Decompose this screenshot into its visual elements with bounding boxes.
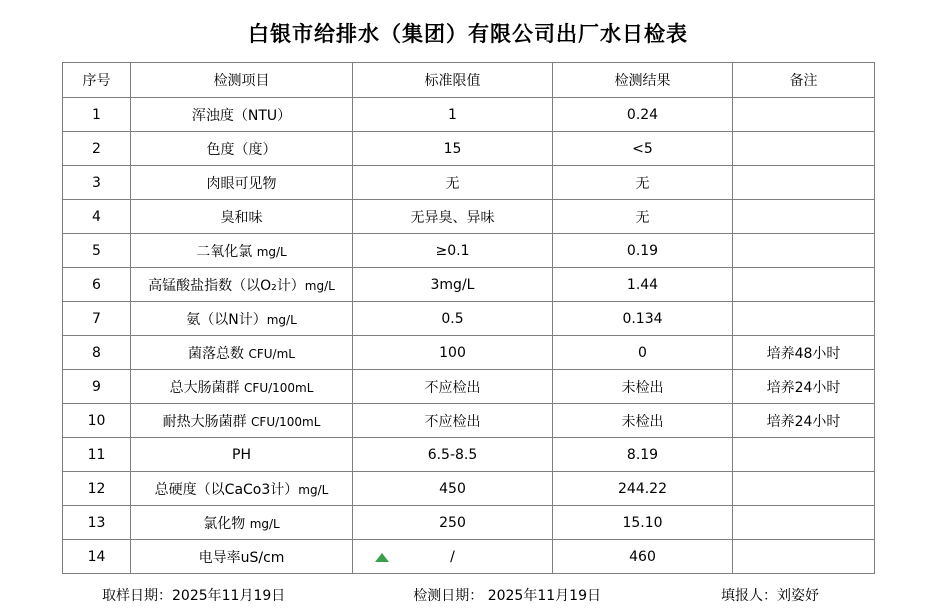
cell-result: 8.19 bbox=[553, 438, 733, 472]
cell-no: 5 bbox=[63, 234, 131, 268]
water-quality-table bbox=[62, 62, 875, 574]
cell-item bbox=[131, 132, 353, 166]
cell-result: 1.44 bbox=[553, 268, 733, 302]
cell-result: 0.24 bbox=[553, 98, 733, 132]
cell-limit: 不应检出 bbox=[353, 370, 553, 404]
cell-remark bbox=[733, 438, 875, 472]
cell-no: 7 bbox=[63, 302, 131, 336]
test-date-label: 检测日期： 2025年11月19日 bbox=[413, 588, 601, 604]
table-row bbox=[63, 98, 875, 132]
table-row bbox=[63, 336, 875, 370]
cell-item-text: PH bbox=[232, 446, 251, 463]
cell-limit: 无 bbox=[353, 166, 553, 200]
cell-result: <5 bbox=[553, 132, 733, 166]
table-header bbox=[63, 63, 875, 98]
cell-limit: 无异臭、异味 bbox=[353, 200, 553, 234]
cell-item-text: 肉眼可见物 bbox=[206, 175, 277, 192]
cell-remark bbox=[733, 268, 875, 302]
cell-item-text: 电导率uS/cm bbox=[198, 549, 285, 566]
cell-item-text: 总大肠菌群 bbox=[169, 379, 240, 396]
table-row bbox=[63, 268, 875, 302]
column-header-item: 检测项目 bbox=[131, 63, 353, 98]
cell-limit: 100 bbox=[353, 336, 553, 370]
cell-remark bbox=[733, 234, 875, 268]
cell-remark bbox=[733, 540, 875, 574]
cell-item bbox=[131, 268, 353, 302]
column-header-limit: 标准限值 bbox=[353, 63, 553, 98]
cell-limit: 3mg/L bbox=[353, 268, 553, 302]
cell-no: 1 bbox=[63, 98, 131, 132]
cell-item-unit: mg/L bbox=[256, 244, 287, 259]
cell-item bbox=[131, 404, 353, 438]
cell-no: 8 bbox=[63, 336, 131, 370]
cell-result: 0.19 bbox=[553, 234, 733, 268]
table-body bbox=[63, 98, 875, 574]
sample-date-label: 取样日期：2025年11月19日 bbox=[102, 588, 286, 604]
cell-no: 6 bbox=[63, 268, 131, 302]
table-row bbox=[63, 302, 875, 336]
cell-limit: 15 bbox=[353, 132, 553, 166]
cell-item bbox=[131, 438, 353, 472]
cell-limit: 0.5 bbox=[353, 302, 553, 336]
cell-item bbox=[131, 234, 353, 268]
cell-item bbox=[131, 336, 353, 370]
cell-item bbox=[131, 540, 353, 574]
cell-item bbox=[131, 302, 353, 336]
table-row bbox=[63, 370, 875, 404]
cell-remark: 培养24小时 bbox=[733, 404, 875, 438]
cell-item-unit: mg/L bbox=[298, 482, 329, 497]
cell-item-unit: CFU/100mL bbox=[251, 414, 321, 429]
cell-no: 10 bbox=[63, 404, 131, 438]
cell-result: 未检出 bbox=[553, 404, 733, 438]
table-row bbox=[63, 200, 875, 234]
cell-item bbox=[131, 98, 353, 132]
cell-result: 460 bbox=[553, 540, 733, 574]
cell-limit: 6.5-8.5 bbox=[353, 438, 553, 472]
table-row bbox=[63, 506, 875, 540]
column-header-remark: 备注 bbox=[733, 63, 875, 98]
cell-result: 244.22 bbox=[553, 472, 733, 506]
table-row bbox=[63, 438, 875, 472]
cell-item-unit: CFU/100mL bbox=[244, 380, 314, 395]
cell-limit: / bbox=[353, 540, 553, 574]
column-header-no: 序号 bbox=[63, 63, 131, 98]
cell-remark bbox=[733, 98, 875, 132]
cell-remark bbox=[733, 302, 875, 336]
cell-remark bbox=[733, 506, 875, 540]
cell-remark bbox=[733, 166, 875, 200]
cell-item bbox=[131, 200, 353, 234]
column-header-result: 检测结果 bbox=[553, 63, 733, 98]
cell-result: 无 bbox=[553, 200, 733, 234]
filler-name-label: 填报人：刘姿妤 bbox=[720, 588, 819, 604]
cell-result: 15.10 bbox=[553, 506, 733, 540]
cell-no: 3 bbox=[63, 166, 131, 200]
cell-limit: 450 bbox=[353, 472, 553, 506]
cell-item-text: 菌落总数 bbox=[188, 345, 245, 362]
cell-no: 13 bbox=[63, 506, 131, 540]
cell-item-unit: mg/L bbox=[304, 278, 335, 293]
cell-limit: 1 bbox=[353, 98, 553, 132]
cell-item bbox=[131, 506, 353, 540]
cell-item-text: 总硬度（以CaCo3计） bbox=[154, 481, 299, 498]
cell-result: 0.134 bbox=[553, 302, 733, 336]
cell-item bbox=[131, 472, 353, 506]
table-row bbox=[63, 540, 875, 574]
cell-no: 12 bbox=[63, 472, 131, 506]
cell-no: 11 bbox=[63, 438, 131, 472]
cell-remark bbox=[733, 472, 875, 506]
cell-limit: 250 bbox=[353, 506, 553, 540]
table-header-row bbox=[63, 63, 875, 98]
cell-item-unit: mg/L bbox=[249, 516, 280, 531]
cell-item-text: 耐热大肠菌群 bbox=[162, 413, 247, 430]
cell-remark: 培养24小时 bbox=[733, 370, 875, 404]
page-title: 白银市给排水（集团）有限公司出厂水日检表 bbox=[248, 22, 688, 46]
cell-item-text: 高锰酸盐指数（以O₂计） bbox=[148, 277, 305, 294]
table-row bbox=[63, 234, 875, 268]
green-triangle-marker bbox=[375, 553, 389, 562]
cell-item-text: 氨（以N计） bbox=[186, 311, 267, 328]
cell-result: 0 bbox=[553, 336, 733, 370]
cell-result: 未检出 bbox=[553, 370, 733, 404]
cell-item bbox=[131, 370, 353, 404]
cell-no: 2 bbox=[63, 132, 131, 166]
cell-no: 14 bbox=[63, 540, 131, 574]
cell-limit: 不应检出 bbox=[353, 404, 553, 438]
cell-item-unit: mg/L bbox=[266, 312, 297, 327]
cell-item bbox=[131, 166, 353, 200]
cell-item-text: 色度（度） bbox=[206, 141, 277, 158]
table-row bbox=[63, 472, 875, 506]
report-footer bbox=[62, 574, 874, 605]
cell-item-unit: CFU/mL bbox=[248, 346, 295, 361]
cell-item-text: 浑浊度（NTU） bbox=[191, 107, 292, 124]
cell-item-text: 臭和味 bbox=[220, 209, 263, 226]
report-table-container bbox=[62, 62, 874, 574]
cell-result: 无 bbox=[553, 166, 733, 200]
table-row bbox=[63, 132, 875, 166]
cell-limit: ≥0.1 bbox=[353, 234, 553, 268]
cell-item-text: 二氧化氯 bbox=[196, 243, 253, 260]
cell-no: 9 bbox=[63, 370, 131, 404]
cell-remark: 培养48小时 bbox=[733, 336, 875, 370]
cell-no: 4 bbox=[63, 200, 131, 234]
cell-item-text: 氯化物 bbox=[203, 515, 246, 532]
table-row bbox=[63, 404, 875, 438]
table-row bbox=[63, 166, 875, 200]
cell-remark bbox=[733, 200, 875, 234]
cell-remark bbox=[733, 132, 875, 166]
